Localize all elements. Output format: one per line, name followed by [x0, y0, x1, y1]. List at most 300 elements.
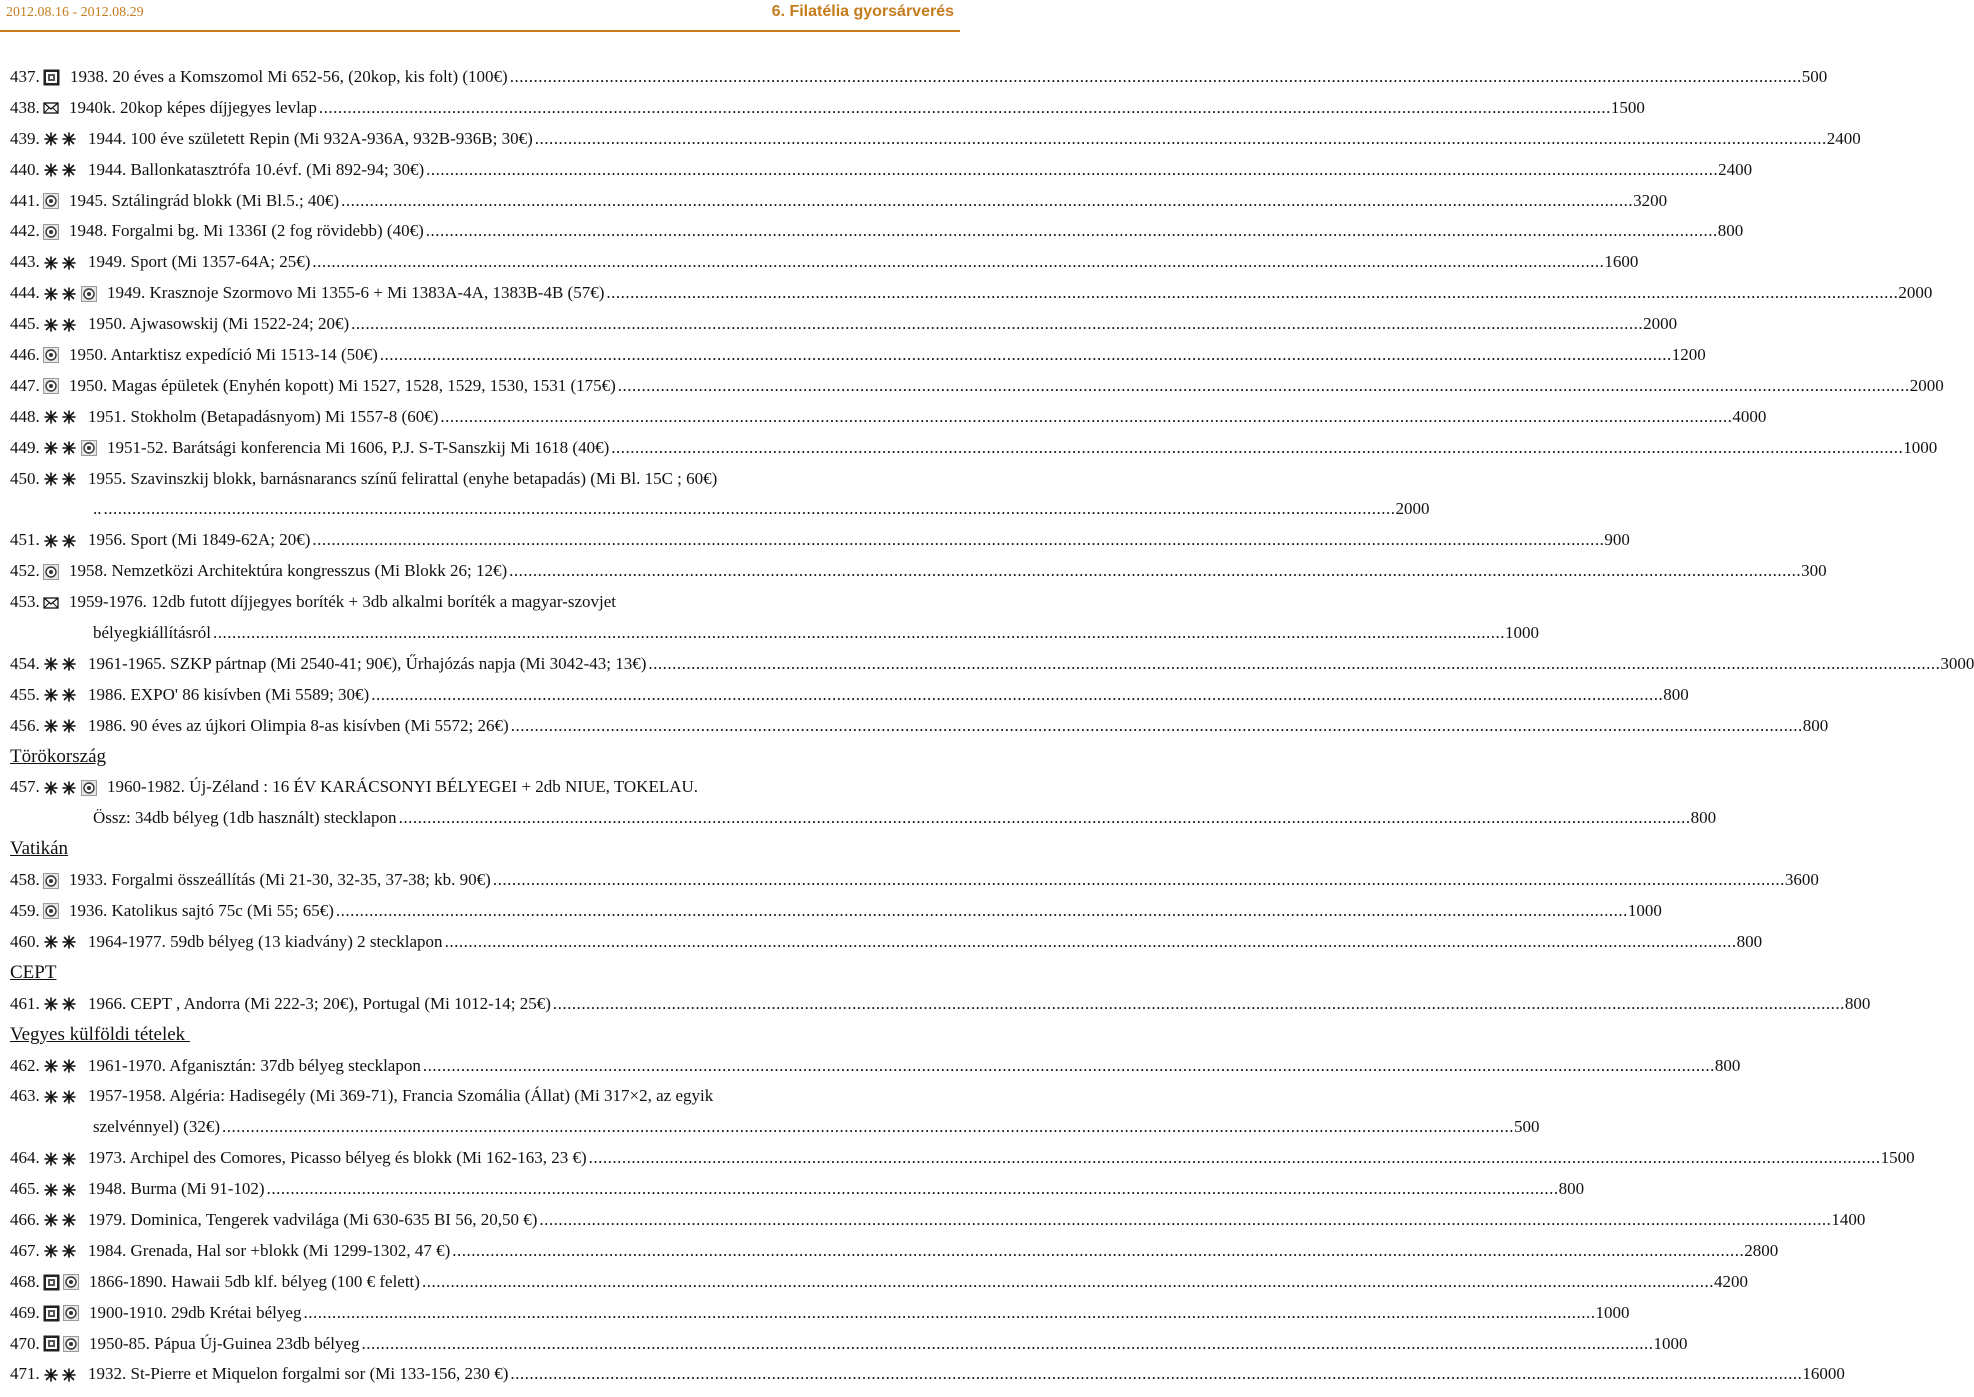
dot-leader [371, 680, 1663, 711]
lot-line [10, 1298, 1630, 1329]
lot-description: 1950. Magas épületek (Enyhén kopott) Mi 1527, 1528, 1529, 1530, 1531 (175€) [69, 375, 616, 395]
lot-description: 1984. Grenada, Hal sor +blokk (Mi 1299-1302, 47 €) [88, 1240, 451, 1260]
condition-icons [43, 688, 78, 702]
condition-icons [43, 347, 59, 363]
lot-description: 1933. Forgalmi összeállítás (Mi 21-30, 32-35, 37-38; kb. 90€) [69, 870, 491, 890]
lot-number: 446. [10, 345, 40, 365]
lot-line [10, 155, 1753, 186]
hinged-stamp-icon [43, 1335, 60, 1352]
condition-icons [43, 472, 78, 486]
dot-leader [422, 1267, 1714, 1298]
lot-line [10, 1329, 1688, 1360]
lot-number: 470. [10, 1333, 40, 1353]
star-pair-icon [43, 410, 78, 424]
lot-line [10, 1359, 1845, 1390]
postmark-circle-icon [63, 1336, 79, 1352]
lot-number: 455. [10, 684, 40, 704]
lot-line [10, 1205, 1866, 1236]
lot-entry [10, 1143, 1915, 1174]
lot-price: 3600 [1784, 870, 1819, 890]
star-pair-icon [43, 997, 78, 1011]
lot-description: 1961-1965. SZKP pártnap (Mi 2540-41; 90€), Űrhajózás napja (Mi 3042-43; 13€) [88, 653, 647, 673]
lot-description: 1944. Ballonkatasztrófa 10.évf. (Mi 892-94; 30€) [88, 159, 425, 179]
postmark-circle-icon [63, 1305, 79, 1321]
condition-icons [43, 224, 59, 240]
condition-icons [43, 163, 78, 177]
condition-icons [43, 719, 78, 733]
lot-price: 1600 [1604, 252, 1639, 272]
lot-line [10, 1267, 1748, 1298]
condition-icons [43, 1152, 78, 1166]
postmark-circle-icon [81, 780, 97, 796]
lot-entry [10, 340, 1706, 371]
lot-entry [10, 1051, 1741, 1082]
lot-entry [10, 371, 1944, 402]
dot-leader [341, 186, 1633, 217]
lot-number: 463. [10, 1086, 40, 1106]
lot-line [10, 556, 1827, 587]
lot-number: 449. [10, 437, 40, 457]
lot-price: 2400 [1826, 128, 1861, 148]
condition-icons [43, 534, 78, 548]
dot-leader [510, 1359, 1802, 1390]
lot-line [10, 896, 1662, 927]
condition-icons [43, 657, 78, 671]
lot-price: 1000 [1653, 1333, 1688, 1353]
lot-price: 1500 [1880, 1148, 1915, 1168]
lot-line [10, 433, 1938, 464]
star-pair-icon [43, 256, 78, 270]
lot-price: 1200 [1671, 345, 1706, 365]
lot-price: 800 [1844, 993, 1871, 1013]
lot-description: 1866-1890. Hawaii 5db klf. bélyeg (100 € felett) [89, 1271, 420, 1291]
lot-line [10, 989, 1871, 1020]
lot-description: 1948. Burma (Mi 91-102) [88, 1179, 265, 1199]
lot-line [10, 93, 1645, 124]
dot-leader [553, 989, 1845, 1020]
postmark-circle-icon [81, 286, 97, 302]
condition-icons [43, 1059, 78, 1073]
condition-icons [43, 1305, 79, 1322]
lot-price: 4000 [1732, 406, 1767, 426]
lot-continuation-line [10, 618, 1540, 649]
section-heading: Törökország [10, 745, 107, 767]
condition-icons [43, 69, 60, 86]
lot-description: 1959-1976. 12db futott díjjegyes boríték + 3db alkalmi boríték a magyar-szovjet [69, 592, 616, 612]
lot-description: 1979. Dominica, Tengerek vadvilága (Mi 630-635 BI 56, 20,50 €) [88, 1209, 538, 1229]
condition-icons [43, 100, 59, 116]
dot-leader [380, 340, 1672, 371]
lot-number: 471. [10, 1364, 40, 1384]
dot-leader [213, 618, 1505, 649]
lot-line [10, 278, 1933, 309]
lot-number: 466. [10, 1209, 40, 1229]
lot-price: 2000 [1395, 499, 1430, 519]
lot-line [10, 1143, 1915, 1174]
condition-icons [43, 564, 59, 580]
lot-number: 464. [10, 1148, 40, 1168]
postmark-circle-icon [43, 903, 59, 919]
lot-description: 1950. Antarktisz expedíció Mi 1513-14 (50€) [69, 345, 378, 365]
lot-entry [10, 1081, 1540, 1143]
lot-price: 2000 [1643, 314, 1678, 334]
lot-number: 457. [10, 777, 40, 797]
star-pair-icon [43, 1090, 78, 1104]
lot-price: 2000 [1898, 283, 1933, 303]
section-title: 6. Filatélia gyorsárverés [771, 3, 954, 20]
lot-line [10, 649, 1974, 680]
hinged-stamp-icon [43, 69, 60, 86]
lot-number: 448. [10, 406, 40, 426]
dot-leader [104, 494, 1396, 525]
postmark-circle-icon [43, 873, 59, 889]
star-pair-icon [43, 534, 78, 548]
lot-entry [10, 556, 1827, 587]
lot-entry [10, 989, 1871, 1020]
star-pair-icon [43, 781, 78, 795]
lot-number: 452. [10, 561, 40, 581]
lot-description: 1940k. 20kop képes díjjegyes levlap [69, 97, 317, 117]
section-heading: Vegyes külföldi tételek [10, 1023, 190, 1045]
lot-entry [10, 1236, 1779, 1267]
lot-description: 1948. Forgalmi bg. Mi 1336I (2 fog rövidebb) (40€) [69, 221, 424, 241]
lot-price: 2400 [1718, 159, 1753, 179]
star-pair-icon [43, 318, 78, 332]
lot-description: 1958. Nemzetközi Architektúra kongresszus (Mi Blokk 26; 12€) [69, 561, 508, 581]
lot-description: 1938. 20 éves a Komszomol Mi 652-56, (20kop, kis folt) (100€) [70, 67, 508, 86]
lot-price: 500 [1513, 1117, 1540, 1137]
lot-number: 450. [10, 468, 40, 488]
lot-description: Össz: 34db bélyeg (1db használt) stecklapon [93, 808, 397, 828]
lot-description: 1900-1910. 29db Krétai bélyeg [89, 1302, 302, 1322]
lot-line [10, 587, 850, 618]
condition-icons [43, 1090, 78, 1104]
lot-continuation-line [10, 1112, 1540, 1143]
lot-price: 800 [1736, 931, 1763, 951]
lot-description: 1944. 100 éve született Repin (Mi 932A-936A, 932B-936B; 30€) [88, 128, 533, 148]
lot-line [10, 711, 1829, 742]
dot-leader [426, 216, 1718, 247]
lot-price: 800 [1663, 684, 1689, 704]
dot-leader [618, 371, 1910, 402]
postmark-circle-icon [81, 440, 97, 456]
lot-entry [10, 278, 1933, 309]
dot-leader [351, 309, 1643, 340]
lot-line [10, 371, 1944, 402]
lot-price: 800 [1714, 1055, 1741, 1075]
star-pair-icon [43, 287, 78, 301]
condition-icons [43, 410, 78, 424]
condition-icons [43, 193, 59, 209]
lot-description: 1936. Katolikus sajtó 75c (Mi 55; 65€) [69, 901, 334, 921]
condition-icons [43, 1244, 78, 1258]
lot-number: 443. [10, 252, 40, 272]
lot-description: 1950-85. Pápua Új-Guinea 23db bélyeg [89, 1333, 360, 1353]
lot-number: 453. [10, 592, 40, 612]
condition-icons [43, 440, 97, 456]
lot-entry [10, 93, 1645, 124]
dot-leader [336, 896, 1628, 927]
dot-leader [362, 1329, 1654, 1360]
star-pair-icon [43, 688, 78, 702]
date-range: 2012.08.16 - 2012.08.29 [6, 5, 144, 20]
postmark-circle-icon [43, 347, 59, 363]
lot-description: 1950. Ajwasowskij (Mi 1522-24; 20€) [88, 314, 350, 334]
dot-leader [445, 927, 1737, 958]
condition-icons [43, 595, 59, 611]
lot-line [10, 464, 850, 495]
dot-leader [312, 247, 1604, 278]
lot-description: 1949. Krasznoje Szormovo Mi 1355-6 + Mi 1383A-4A, 1383B-4B (57€) [107, 283, 605, 303]
dot-leader [611, 433, 1903, 464]
lot-description: 1956. Sport (Mi 1849-62A; 20€) [88, 530, 311, 550]
lot-entry [10, 680, 1689, 711]
lot-line [10, 1051, 1741, 1082]
dot-leader [589, 1143, 1881, 1174]
lot-description: 1955. Szavinszkij blokk, barnásnarancs színű felirattal (enyhe betapadás) (Mi Bl. 15C ; 60€) [88, 468, 718, 488]
lot-description: 1932. St-Pierre et Miquelon forgalmi sor (Mi 133-156, 230 €) [88, 1364, 509, 1384]
star-pair-icon [43, 441, 78, 455]
lot-line [10, 865, 1819, 896]
lot-number: 447. [10, 375, 40, 395]
lot-number: 439. [10, 128, 40, 148]
postmark-circle-icon [43, 193, 59, 209]
star-pair-icon [43, 657, 78, 671]
dot-leader [312, 525, 1604, 556]
lot-description: 1945. Sztálingrád blokk (Mi Bl.5.; 40€) [69, 190, 340, 210]
lot-line [10, 186, 1668, 217]
lot-price: 1500 [1610, 97, 1645, 117]
condition-icons [43, 1335, 79, 1352]
lot-line [10, 680, 1689, 711]
star-pair-icon [43, 1244, 78, 1258]
lot-description: 1986. EXPO' 86 kisívben (Mi 5589; 30€) [88, 684, 370, 704]
hinged-stamp-icon [43, 1274, 60, 1291]
lot-price: 800 [1690, 808, 1717, 828]
lot-number: 467. [10, 1240, 40, 1260]
star-pair-icon [43, 163, 78, 177]
lot-entry [10, 1298, 1630, 1329]
condition-icons [43, 1213, 78, 1227]
lot-price: 4200 [1713, 1271, 1748, 1291]
dot-leader [319, 93, 1611, 124]
lot-entry [10, 433, 1938, 464]
lot-description: 1964-1977. 59db bélyeg (13 kiadvány) 2 stecklapon [88, 931, 443, 951]
star-pair-icon [43, 1368, 78, 1382]
section-heading: CEPT [10, 961, 57, 983]
lot-number: 444. [10, 283, 40, 303]
lot-description: 1951. Stokholm (Betapadásnyom) Mi 1557-8 (60€) [88, 406, 439, 426]
dot-leader [440, 402, 1732, 433]
lot-number: 442. [10, 221, 40, 241]
lot-entry [10, 1267, 1748, 1298]
lot-price: 2000 [1909, 375, 1944, 395]
lot-price: 1000 [1595, 1302, 1630, 1322]
lot-entry [10, 927, 1763, 958]
lot-description: 1949. Sport (Mi 1357-64A; 25€) [88, 252, 311, 272]
envelope-icon [43, 595, 59, 611]
lot-number: 451. [10, 530, 40, 550]
lot-price: 16000 [1802, 1364, 1845, 1384]
lot-line [10, 402, 1767, 433]
lot-price: 3000 [1940, 653, 1974, 673]
lot-number: 462. [10, 1055, 40, 1075]
lot-entry [10, 587, 1540, 649]
lot-entry [10, 711, 1829, 742]
lot-entry [10, 186, 1668, 217]
lot-continuation-line [10, 494, 1430, 525]
dot-leader [535, 124, 1827, 155]
condition-icons [43, 873, 59, 889]
lot-entry [10, 247, 1639, 278]
lot-number: 460. [10, 931, 40, 951]
condition-icons [43, 318, 78, 332]
dot-leader [539, 1205, 1831, 1236]
lot-entry [10, 216, 1744, 247]
star-pair-icon [43, 1213, 78, 1227]
lot-number: 469. [10, 1302, 40, 1322]
lot-entry [10, 865, 1819, 896]
lot-number: 461. [10, 993, 40, 1013]
lot-entry [10, 464, 1430, 526]
page-header [0, 0, 960, 32]
lot-description: 1961-1970. Afganisztán: 37db bélyeg stecklapon [88, 1055, 421, 1075]
dot-leader [606, 278, 1898, 309]
lot-number: 440. [10, 159, 40, 179]
lot-price: 500 [1801, 67, 1828, 86]
lot-description: 1966. CEPT , Andorra (Mi 222-3; 20€), Portugal (Mi 1012-14; 25€) [88, 993, 551, 1013]
condition-icons [43, 132, 78, 146]
lot-price: 800 [1558, 1179, 1585, 1199]
postmark-circle-icon [43, 378, 59, 394]
lot-entry [10, 1174, 1585, 1205]
section-heading: Vatikán [10, 838, 69, 860]
dot-leader [648, 649, 1940, 680]
lot-continuation-line [10, 803, 1717, 834]
lot-entry [10, 772, 1717, 834]
lot-number: 441. [10, 190, 40, 210]
star-pair-icon [43, 935, 78, 949]
condition-icons [43, 997, 78, 1011]
lot-line [10, 525, 1630, 556]
lot-number: 456. [10, 715, 40, 735]
dot-leader [222, 1112, 1514, 1143]
condition-icons [43, 935, 78, 949]
star-pair-icon [43, 719, 78, 733]
lot-line [10, 1081, 850, 1112]
lot-entry [10, 309, 1678, 340]
lot-description: 1957-1958. Algéria: Hadisegély (Mi 369-71), Francia Szomália (Állat) (Mi 317×2, az egyik [88, 1086, 714, 1106]
lot-line [10, 772, 850, 803]
dot-leader [493, 865, 1785, 896]
dot-leader [399, 803, 1691, 834]
star-pair-icon [43, 1152, 78, 1166]
star-pair-icon [43, 1183, 78, 1197]
lot-price: 800 [1717, 221, 1744, 241]
lot-entry [10, 649, 1974, 680]
postmark-circle-icon [43, 564, 59, 580]
star-pair-icon [43, 132, 78, 146]
lot-price: 3200 [1633, 190, 1668, 210]
condition-icons [43, 780, 97, 796]
dot-leader [452, 1236, 1744, 1267]
lot-description: 1960-1982. Új-Zéland : 16 ÉV KARÁCSONYI BÉLYEGEI + 2db NIUE, TOKELAU. [107, 777, 699, 797]
lot-number: 445. [10, 314, 40, 334]
lot-line [10, 340, 1706, 371]
lot-line [10, 247, 1639, 278]
postmark-circle-icon [63, 1274, 79, 1290]
lot-number: 458. [10, 870, 40, 890]
star-pair-icon [43, 472, 78, 486]
lot-line [10, 927, 1763, 958]
dot-leader [511, 711, 1803, 742]
condition-icons [43, 286, 97, 302]
lot-price: 300 [1801, 561, 1827, 581]
lot-number: 438. [10, 97, 40, 117]
lot-entry [10, 1329, 1688, 1360]
lot-line [10, 62, 1828, 93]
condition-icons [43, 903, 59, 919]
dot-leader [303, 1298, 1595, 1329]
condition-icons [43, 1183, 78, 1197]
lot-line [10, 216, 1744, 247]
lot-number: 437. [10, 67, 40, 86]
lot-description: 1951-52. Barátsági konferencia Mi 1606, P.J. S-T-Sanszkij Mi 1618 (40€) [107, 437, 610, 457]
lot-price: 1000 [1505, 623, 1540, 643]
lot-description: .. [93, 499, 102, 519]
lot-number: 454. [10, 653, 40, 673]
hinged-stamp-icon [43, 1305, 60, 1322]
envelope-icon [43, 100, 59, 116]
lot-description: bélyegkiállításról [93, 623, 212, 643]
lot-line [10, 124, 1861, 155]
lot-entry [10, 62, 1828, 93]
lot-number: 468. [10, 1271, 40, 1291]
dot-leader [267, 1174, 1559, 1205]
dot-leader [509, 556, 1801, 587]
lot-price: 900 [1604, 530, 1630, 550]
dot-leader [423, 1051, 1715, 1082]
dot-leader [510, 62, 1802, 93]
lot-entry [10, 1205, 1866, 1236]
condition-icons [43, 378, 59, 394]
lot-number: 465. [10, 1179, 40, 1199]
lot-description: szelvénnyel) (32€) [93, 1117, 220, 1137]
lot-price: 1000 [1903, 437, 1938, 457]
lot-list [10, 62, 1974, 1390]
lot-line [10, 1236, 1779, 1267]
lot-entry [10, 1359, 1845, 1390]
lot-price: 1400 [1831, 1209, 1866, 1229]
star-pair-icon [43, 1059, 78, 1073]
lot-price: 1000 [1627, 901, 1662, 921]
lot-price: 2800 [1744, 1240, 1779, 1260]
lot-entry [10, 155, 1753, 186]
condition-icons [43, 1274, 79, 1291]
lot-entry [10, 124, 1861, 155]
lot-line [10, 1174, 1585, 1205]
lot-entry [10, 402, 1767, 433]
condition-icons [43, 1368, 78, 1382]
dot-leader [426, 155, 1718, 186]
lot-entry [10, 896, 1662, 927]
condition-icons [43, 256, 78, 270]
lot-line [10, 309, 1678, 340]
lot-price: 800 [1802, 715, 1829, 735]
lot-description: 1973. Archipel des Comores, Picasso bélyeg és blokk (Mi 162-163, 23 €) [88, 1148, 587, 1168]
lot-entry [10, 525, 1630, 556]
postmark-circle-icon [43, 224, 59, 240]
